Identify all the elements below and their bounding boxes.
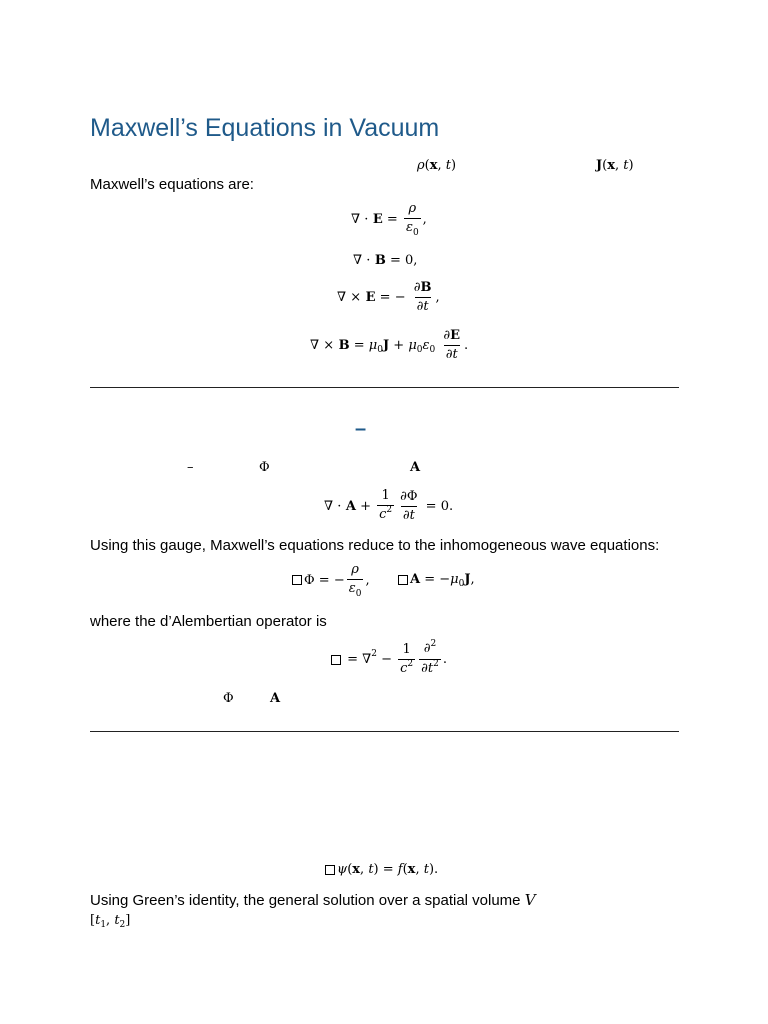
x-symbol: x: [429, 158, 438, 173]
scalar-wave-equation: Φ = − $\frac{\rho}{\varepsilon_0}$ ,: [292, 562, 370, 598]
dalembertian-equation: = ∇ 2 − $\frac{1}{c^2}$ $\frac{\partial^2}{\partial t^2}$ .: [331, 641, 447, 678]
scalar-potential-symbol: Φ: [259, 460, 270, 475]
tail-A-symbol: A: [270, 691, 281, 706]
faraday-law-equation: ∇ × E = − $\frac{\partial B}{\partial t}$ ,: [337, 280, 440, 314]
greens-identity-text: [90, 891, 536, 909]
current-density-field: J ( x , t ): [596, 158, 634, 173]
wave-equation-intro: Using this gauge, Maxwell’s equations reduce to the inhomogeneous wave equations:: [90, 537, 660, 554]
t-symbol: t: [445, 158, 451, 173]
lorenz-gauge-equation: ∇ · A + $\frac{1}{c^2}$ $\frac{\partial\Phi}{\partial t}$ = 0.: [324, 488, 454, 523]
dalembertian-intro: where the d’Alembertian operator is: [90, 613, 327, 630]
maxwell-intro: Maxwell’s equations are:: [90, 176, 254, 193]
section-heading-fragment: –: [355, 418, 367, 440]
gauss-law-equation: ∇ · E = $\frac{\rho}{\varepsilon_0}$ ,: [351, 201, 427, 238]
J-symbol: J: [596, 158, 603, 173]
vector-potential-symbol: A: [410, 460, 421, 475]
time-interval: [ t 1 , t 2 ]: [90, 913, 131, 930]
tail-phi-symbol: Φ: [223, 691, 234, 706]
t-symbol: t: [623, 158, 629, 173]
page-title: Maxwell’s Equations in Vacuum: [90, 114, 440, 142]
section-divider: [90, 731, 679, 732]
greens-text: Using Green’s identity, the general solution over a spatial volume: [90, 892, 521, 909]
gauss-magnetism-equation: ∇ · B = 0,: [353, 253, 418, 268]
rho-symbol: ρ: [417, 158, 425, 173]
general-wave-equation: ψ ( x , t ) = f ( x , t ).: [325, 862, 438, 877]
gauge-dash: –: [187, 460, 194, 475]
volume-symbol: V: [524, 891, 536, 909]
charge-density-field: ρ ( x , t ): [417, 158, 457, 173]
ampere-maxwell-equation: ∇ × B = μ 0 J + μ 0 ε 0 $\frac{\partial E}{\partial t}$ .: [310, 328, 469, 362]
section-divider: [90, 387, 679, 388]
vector-wave-equation: A = − μ 0 J ,: [398, 572, 475, 587]
x-symbol: x: [607, 158, 615, 173]
